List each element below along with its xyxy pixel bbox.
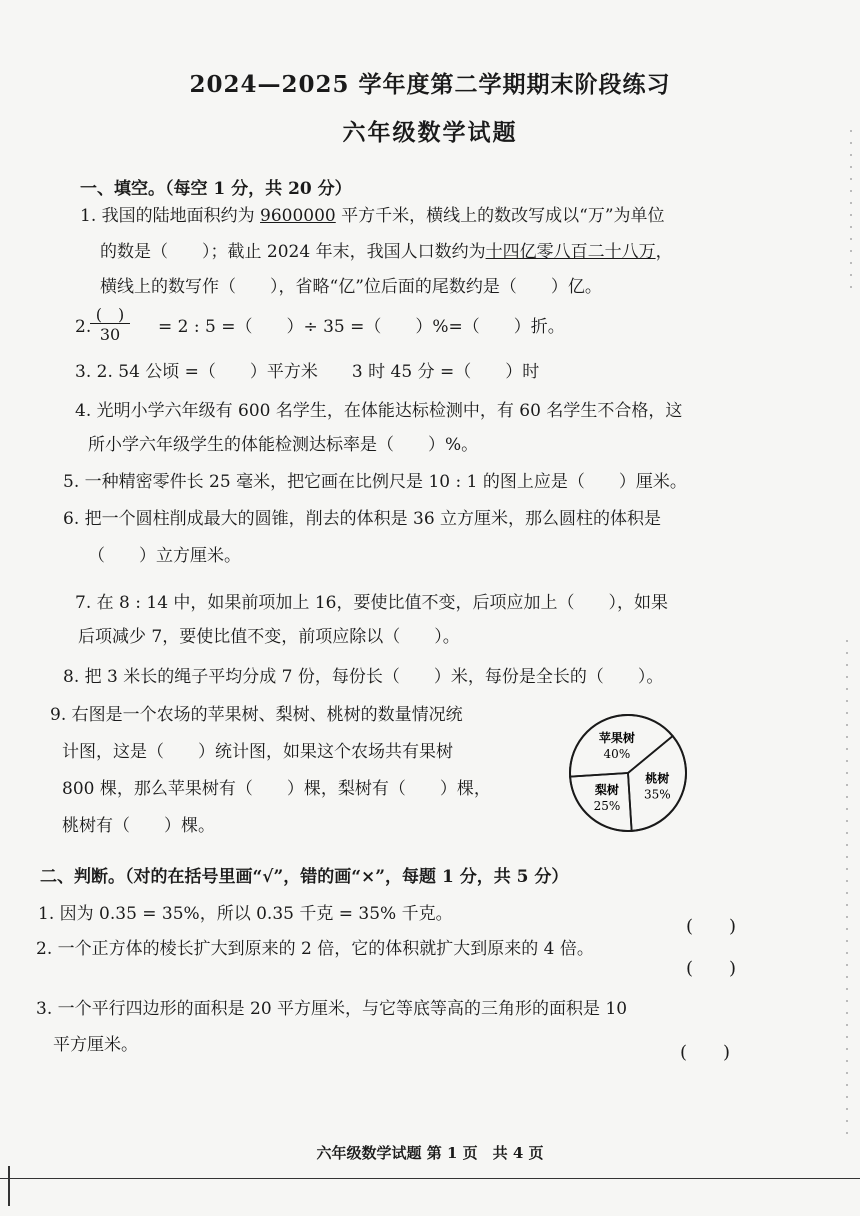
q9-line4: 桃树有（ ）棵。 xyxy=(62,816,215,836)
q8-text: 8. 把 3 米长的绳子平均分成 7 份，每份长（ ）米，每份是全长的（ ）。 xyxy=(63,667,664,687)
pie-slice-label: 苹果树 xyxy=(598,730,635,745)
q5-text: 5. 一种精密零件长 25 毫米，把它画在比例尺是 10 : 1 的图上应是（ ）厘米。 xyxy=(63,472,687,492)
exam-subtitle: 六年级数学试题 xyxy=(342,119,518,146)
pie-slice-value: 35% xyxy=(643,787,671,802)
q2-text: = 2 : 5 =（ ）÷ 35 =（ ）%=（ ）折。 xyxy=(158,317,565,337)
left-edge-mark xyxy=(8,1166,10,1206)
judge-q3-line1: 3. 一个平行四边形的面积是 20 平方厘米，与它等底等高的三角形的面积是 10 xyxy=(36,999,628,1019)
pie-slice-value: 40% xyxy=(603,746,631,761)
q1-text-a: 1. 我国的陆地面积约为 xyxy=(80,206,261,226)
q1-line1 xyxy=(80,205,665,227)
pie-slice-1 xyxy=(570,715,673,777)
q9-line3: 800 棵，那么苹果树有（ ）棵，梨树有（ ）棵， xyxy=(62,779,491,799)
q2-number: 2. xyxy=(75,317,92,337)
judge-q1: 1. 因为 0.35 = 35%，所以 0.35 千克 = 35% 千克。 xyxy=(38,904,453,924)
q2-fraction xyxy=(90,302,130,344)
scan-dots xyxy=(846,640,848,1140)
section2-heading: 二、判断。（对的在括号里画“√”，错的画“×”，每题 1 分，共 5 分） xyxy=(40,867,569,887)
q1-text-c: 的数是（ ）；截止 2024 年末，我国人口数约为 xyxy=(100,242,486,262)
fruit-tree-pie-chart xyxy=(568,705,718,845)
section1-heading: 一、填空。（每空 1 分，共 20 分） xyxy=(80,179,352,199)
q1-line3: 横线上的数写作（ ），省略“亿”位后面的尾数约是（ ）亿。 xyxy=(100,277,602,297)
q7-line2: 后项减少 7，要使比值不变，前项应除以（ ）。 xyxy=(78,627,460,647)
judge-q2-answer-box[interactable]: ( ) xyxy=(686,958,737,979)
q7-line1: 7. 在 8 : 14 中，如果前项加上 16，要使比值不变，后项应加上（ ），如果 xyxy=(75,593,668,613)
scan-dots xyxy=(850,130,852,290)
pie-slice-label: 梨树 xyxy=(594,782,619,797)
judge-q1-answer-box[interactable]: ( ) xyxy=(686,916,737,937)
judge-q2: 2. 一个正方体的棱长扩大到原来的 2 倍，它的体积就扩大到原来的 4 倍。 xyxy=(36,939,594,959)
page-footer: 六年级数学试题 第 1 页 共 4 页 xyxy=(316,1144,544,1162)
q9-line1: 9. 右图是一个农场的苹果树、梨树、桃树的数量情况统 xyxy=(50,705,463,725)
q1-text-b: 平方千米，横线上的数改写成以“万”为单位 xyxy=(335,206,665,226)
q1-underlined-number: 9600000 xyxy=(260,206,336,226)
q2-fraction-denominator: 30 xyxy=(99,325,121,344)
q1-line2 xyxy=(100,241,673,263)
q6-line1: 6. 把一个圆柱削成最大的圆锥，削去的体积是 36 立方厘米，那么圆柱的体积是 xyxy=(63,509,662,529)
q9-line2: 计图，这是（ ）统计图，如果这个农场共有果树 xyxy=(62,742,453,762)
q3-text: 3. 2. 54 公顷 =（ ）平方米 3 时 45 分 =（ ）时 xyxy=(75,362,540,382)
bottom-rule xyxy=(0,1178,860,1179)
q4-line2: 所小学六年级学生的体能检测达标率是（ ）%。 xyxy=(88,435,479,455)
pie-slice-label: 桃树 xyxy=(645,771,670,786)
q2-fraction-numerator-blank: ( ) xyxy=(95,305,125,324)
q1-underlined-population: 十四亿零八百二十八万 xyxy=(485,242,656,262)
q4-line1: 4. 光明小学六年级有 600 名学生，在体能达标检测中，有 60 名学生不合格，这 xyxy=(75,401,683,421)
judge-q3-answer-box[interactable]: ( ) xyxy=(680,1042,731,1063)
pie-slice-value: 25% xyxy=(593,798,621,813)
q6-line2: （ ）立方厘米。 xyxy=(88,546,241,566)
judge-q3-line2: 平方厘米。 xyxy=(53,1035,138,1055)
q1-text-d: ， xyxy=(655,242,673,262)
exam-title: 2024—2025 学年度第二学期期末阶段练习 xyxy=(189,71,671,98)
